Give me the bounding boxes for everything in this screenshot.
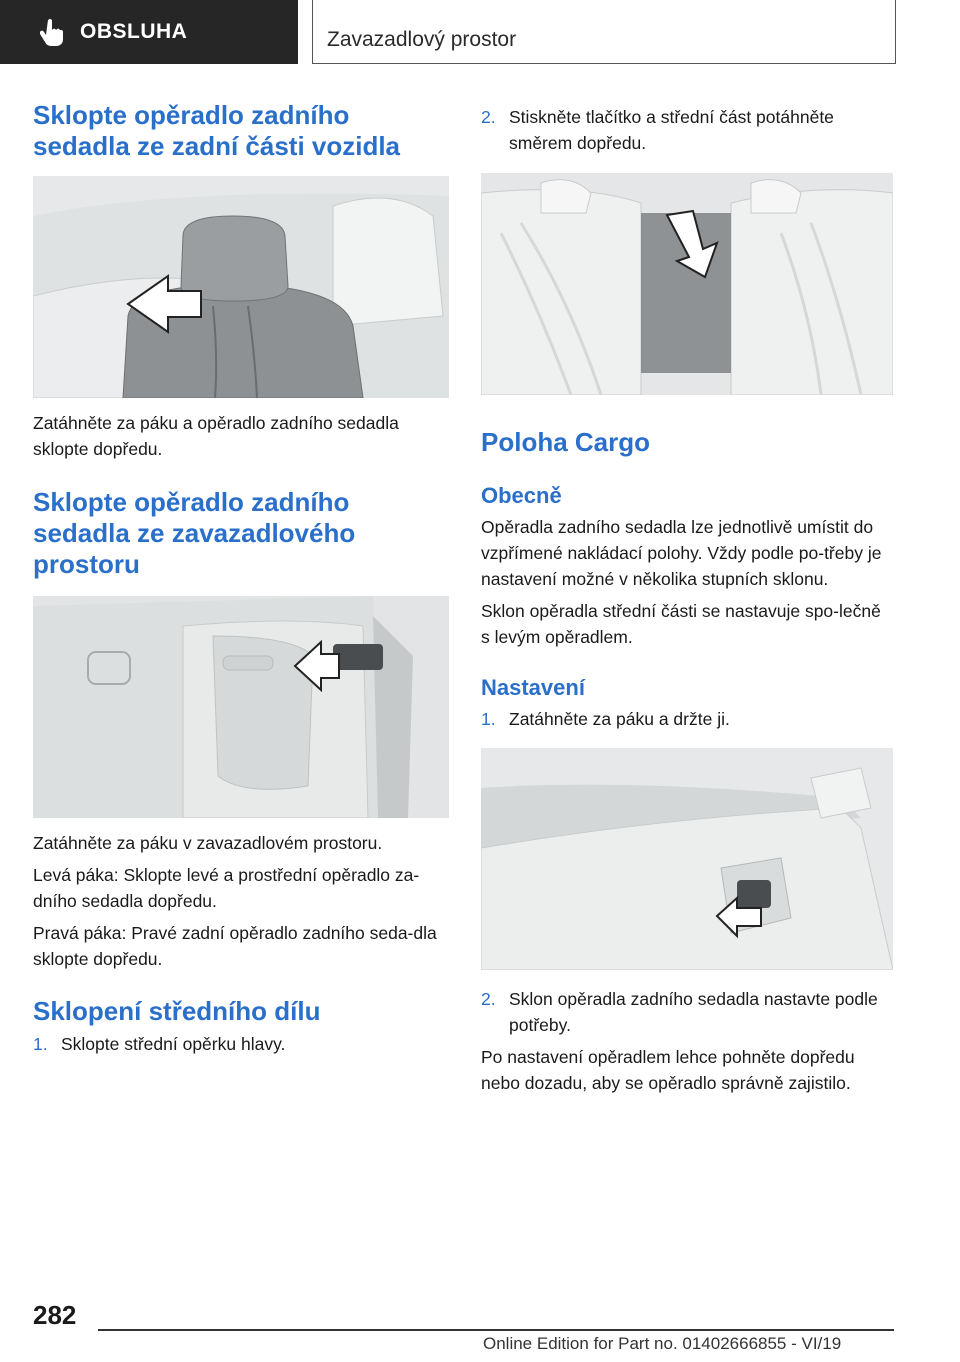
left-column bbox=[33, 100, 449, 1057]
list-item bbox=[481, 706, 893, 732]
step-text: Zatáhněte za páku a držte ji. bbox=[509, 709, 730, 729]
paragraph: Levá páka: Sklopte levé a prostřední opěradlo za-dního sedadla dopředu. bbox=[33, 865, 420, 911]
section-tab bbox=[0, 0, 298, 64]
step-text: Sklon opěradla zadního sedadla nastavte podle potřeby. bbox=[509, 989, 878, 1035]
heading-cargo: Poloha Cargo bbox=[481, 427, 651, 457]
figure-middle-section bbox=[481, 173, 893, 395]
step-text: Sklopte střední opěrku hlavy. bbox=[61, 1034, 286, 1054]
heading-fold-rear: Sklopte opěradlo zadního sedadla ze zadní části vozidla bbox=[33, 100, 401, 161]
list-item bbox=[481, 104, 893, 156]
heading-fold-trunk: Sklopte opěradlo zadního sedadla ze zavazadlového prostoru bbox=[33, 487, 356, 579]
step-number: 1. bbox=[481, 709, 496, 729]
heading-general: Obecně bbox=[481, 483, 562, 508]
figure-trunk-lever bbox=[33, 596, 449, 818]
hand-pointer-icon bbox=[40, 17, 66, 47]
heading-middle-fold: Sklopení středního dílu bbox=[33, 996, 321, 1026]
step-number: 1. bbox=[33, 1034, 48, 1054]
page-number: 282 bbox=[33, 1300, 77, 1330]
figure-cargo-lever bbox=[481, 748, 893, 970]
paragraph: Po nastavení opěradlem lehce pohněte dopředu nebo dozadu, aby se opěradlo správně zajistilo. bbox=[481, 1047, 855, 1093]
paragraph: Zatáhněte za páku v zavazadlovém prostoru. bbox=[33, 833, 383, 853]
paragraph: Sklon opěradla střední části se nastavuje spo-lečně s levým opěradlem. bbox=[481, 601, 881, 647]
paragraph: Opěradla zadního sedadla lze jednotlivě umístit do vzpřímené nakládací polohy. Vždy podle po-třeby je nastavení možné v několika stupních sklonu. bbox=[481, 517, 882, 589]
footer-edition: Online Edition for Part no. 01402666855 - VI/19 bbox=[483, 1334, 842, 1353]
right-column bbox=[481, 100, 893, 1096]
list-item bbox=[33, 1031, 449, 1057]
paragraph: Pravá páka: Pravé zadní opěradlo zadního seda-dla sklopte dopředu. bbox=[33, 923, 437, 969]
list-item bbox=[481, 986, 893, 1038]
step-number: 2. bbox=[481, 107, 496, 127]
figure-rear-seat-lever bbox=[33, 176, 449, 398]
breadcrumb-text: Zavazadlový prostor bbox=[327, 28, 517, 51]
heading-adjust: Nastavení bbox=[481, 675, 585, 700]
footer-divider bbox=[98, 1329, 894, 1331]
breadcrumb bbox=[312, 0, 896, 64]
paragraph: Zatáhněte za páku a opěradlo zadního sedadla sklopte dopředu. bbox=[33, 413, 399, 459]
step-number: 2. bbox=[481, 989, 496, 1009]
step-text: Stiskněte tlačítko a střední část potáhněte směrem dopředu. bbox=[509, 107, 834, 153]
section-label: OBSLUHA bbox=[80, 20, 188, 43]
